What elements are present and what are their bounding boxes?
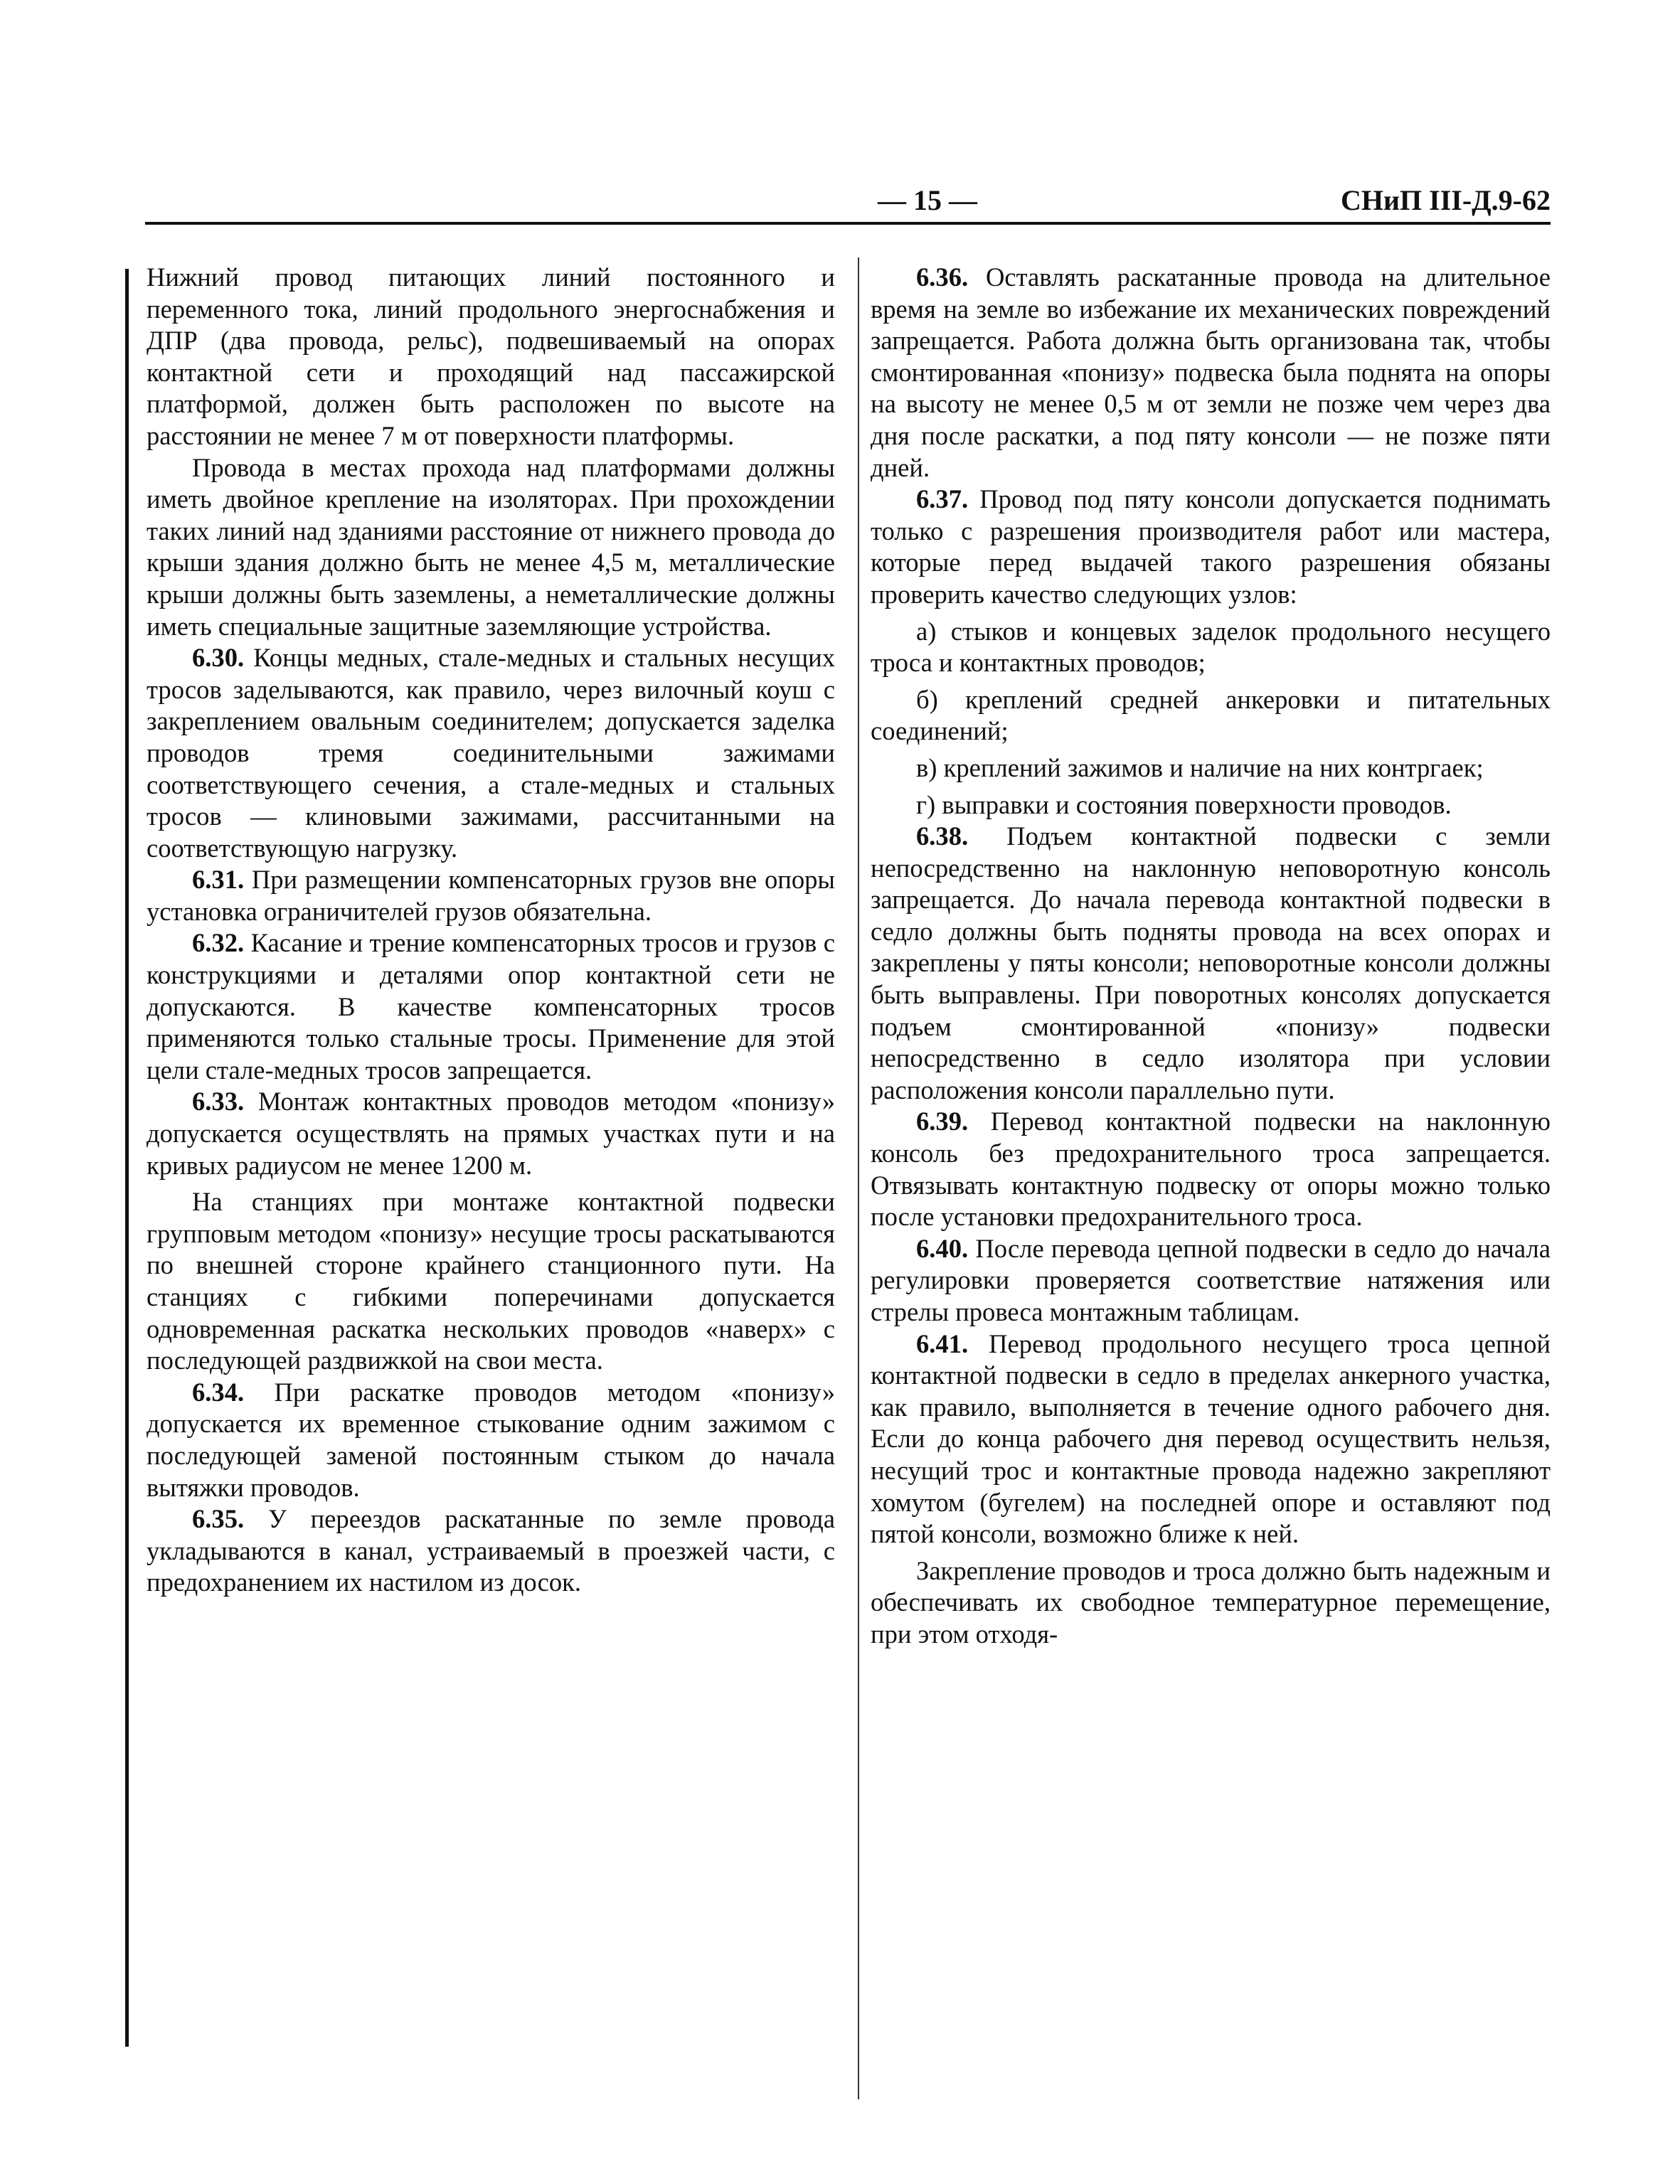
list-item (871, 616, 1551, 679)
clause-text: При раскатке проводов методом «понизу» допускается их временное стыкование одним зажимом с последующей заменой постоянным стыком до начала вытяжки проводов. (147, 1377, 835, 1502)
clause-6-34 (147, 1377, 835, 1503)
clause-number: 6.37. (916, 484, 969, 514)
paragraph-text: Закрепление проводов и троса должно быть надежным и обеспечивать их свободное температурное перемещение, при этом отходя- (871, 1555, 1551, 1648)
list-item (871, 789, 1551, 821)
page-number: — 15 — (878, 184, 977, 216)
clause-6-35 (147, 1503, 835, 1599)
list-item-text: а) стыков и концевых заделок продольного несущего троса и контактных проводов; (871, 616, 1551, 678)
clause-number: 6.33. (192, 1087, 245, 1117)
list-item-text: б) креплений средней анкеровки и питательных соединений; (871, 684, 1551, 746)
clause-text: При размещении компенсаторных грузов вне опоры установка ограничителей грузов обязательна. (147, 865, 835, 926)
clause-6-32 (147, 927, 835, 1086)
clause-6-40 (871, 1233, 1551, 1328)
list-item (871, 752, 1551, 784)
clause-6-41 (871, 1328, 1551, 1550)
clause-text: Провод под пяту консоли допускается поднимать только с разрешения производителя работ или мастера, которые перед выдачей такого разрешения обязаны проверить качество следующих узлов: (871, 484, 1551, 609)
clause-text: Подъем контактной подвески с земли непосредственно на наклонную неповоротную консоль запрещается. До начала перевода контактной подвески в седло должны быть подняты провода на всех опорах и закреплены у пяты консоли; неповоротные консоли должны быть выправлены. При поворотных консолях допускается подъем смонтированной «понизу» подвески непосредственно в седло изолятора при условии расположения консоли параллельно пути. (871, 821, 1551, 1104)
paragraph-text: Провода в местах прохода над платформами должны иметь двойное крепление на изоляторах. При прохождении таких линий над зданиями расстояние от нижнего провода до крыши здания должно быть не менее 4,5 м, металлические крыши должны быть заземлены, а неметаллические должны иметь специальные защитные заземляющие устройства. (147, 452, 835, 641)
document-code: СНиП III-Д.9-62 (1340, 184, 1551, 216)
margin-bar (125, 269, 129, 2047)
page-header (145, 179, 1551, 222)
clause-text: Монтаж контактных проводов методом «понизу» допускается осуществлять на прямых участках пути и на кривых радиусом не менее 1200 м. (147, 1087, 835, 1180)
clause-number: 6.40. (916, 1233, 969, 1263)
clause-number: 6.34. (192, 1377, 245, 1407)
clause-6-37 (871, 484, 1551, 610)
header-rule (145, 222, 1551, 225)
list-item-text: г) выправки и состояния поверхности проводов. (916, 789, 1452, 819)
paragraph (147, 452, 835, 643)
clause-number: 6.38. (916, 821, 969, 851)
paragraph (871, 1555, 1551, 1651)
clause-text: После перевода цепной подвески в седло до начала регулировки проверяется соответствие натяжения или стрелы провеса монтажным таблицам. (871, 1233, 1551, 1326)
list-item-text: в) креплений зажимов и наличие на них контргаек; (916, 752, 1484, 782)
clause-text: Перевод контактной подвески на наклонную консоль без предохранительного троса запрещается. Отвязывать контактную подвеску от опоры можно только после установки предохранительного троса. (871, 1107, 1551, 1232)
list-item (871, 684, 1551, 747)
clause-text: Перевод продольного несущего троса цепной контактной подвески в седло в пределах анкерного участка, как правило, выполняется в течение одного рабочего дня. Если до конца рабочего дня перевод осуществить нельзя, несущий трос и контактные провода надежно закрепляют хомутом (бугелем) на последней опоре и оставляют под пятой консоли, возможно ближе к ней. (871, 1328, 1551, 1549)
clause-text: Касание и трение компенсаторных тросов и грузов с конструкциями и деталями опор контактной сети не допускаются. В качестве компенсаторных тросов применяются только стальные тросы. Применение для этой цели стале-медных тросов запрещается. (147, 928, 836, 1085)
paragraph-text: На станциях при монтаже контактной подвески групповым методом «понизу» несущие тросы раскатываются по внешней стороне крайнего станционного пути. На станциях с гибкими поперечинами допускается одновременная раскатка нескольких проводов «наверх» с последующей раздвижкой на свои места. (147, 1187, 835, 1375)
clause-number: 6.36. (916, 262, 969, 292)
clause-text: У переездов раскатанные по земле провода укладываются в канал, устраиваемый в проезжей части, с предохранением их настилом из досок. (147, 1504, 835, 1597)
clause-number: 6.39. (916, 1107, 969, 1136)
clause-number: 6.41. (916, 1328, 969, 1358)
clause-number: 6.35. (192, 1504, 245, 1534)
clause-number: 6.30. (192, 643, 245, 673)
paragraph (147, 262, 835, 452)
clause-text: Концы медных, стале-медных и стальных несущих тросов заделываются, как правило, через вилочный коуш с закреплением овальным соединителем; допускается заделка проводов тремя соединительными зажимами соответствующего сечения, а стале-медных и стальных тросов — клиновыми зажимами, рассчитанными на соответствующую нагрузку. (147, 643, 835, 863)
clause-6-33 (147, 1086, 835, 1181)
clause-6-39 (871, 1106, 1551, 1232)
right-column (871, 262, 1551, 1651)
clause-number: 6.32. (192, 928, 245, 958)
clause-6-36 (871, 262, 1551, 484)
column-divider (858, 257, 859, 2099)
paragraph-text: Нижний провод питающих линий постоянного и переменного тока, линий продольного энергоснабжения и ДПР (два провода, рельс), подвешиваемый на опорах контактной сети и проходящий над пассажирской платформой, должен быть расположен по высоте на расстоянии не менее 7 м от поверхности платформы. (147, 262, 835, 450)
clause-6-31 (147, 864, 835, 927)
clause-number: 6.31. (192, 865, 245, 895)
paragraph (147, 1186, 835, 1377)
clause-text: Оставлять раскатанные провода на длительное время на земле во избежание их механических повреждений запрещается. Работа должна быть организована так, чтобы смонтированная «понизу» подвеска была поднята на опоры на высоту не менее 0,5 м от земли не позже чем через два дня после раскатки, а под пяту консоли — не позже пяти дней. (871, 262, 1551, 482)
clause-6-30 (147, 642, 835, 864)
clause-6-38 (871, 821, 1551, 1106)
left-column (147, 262, 835, 1599)
